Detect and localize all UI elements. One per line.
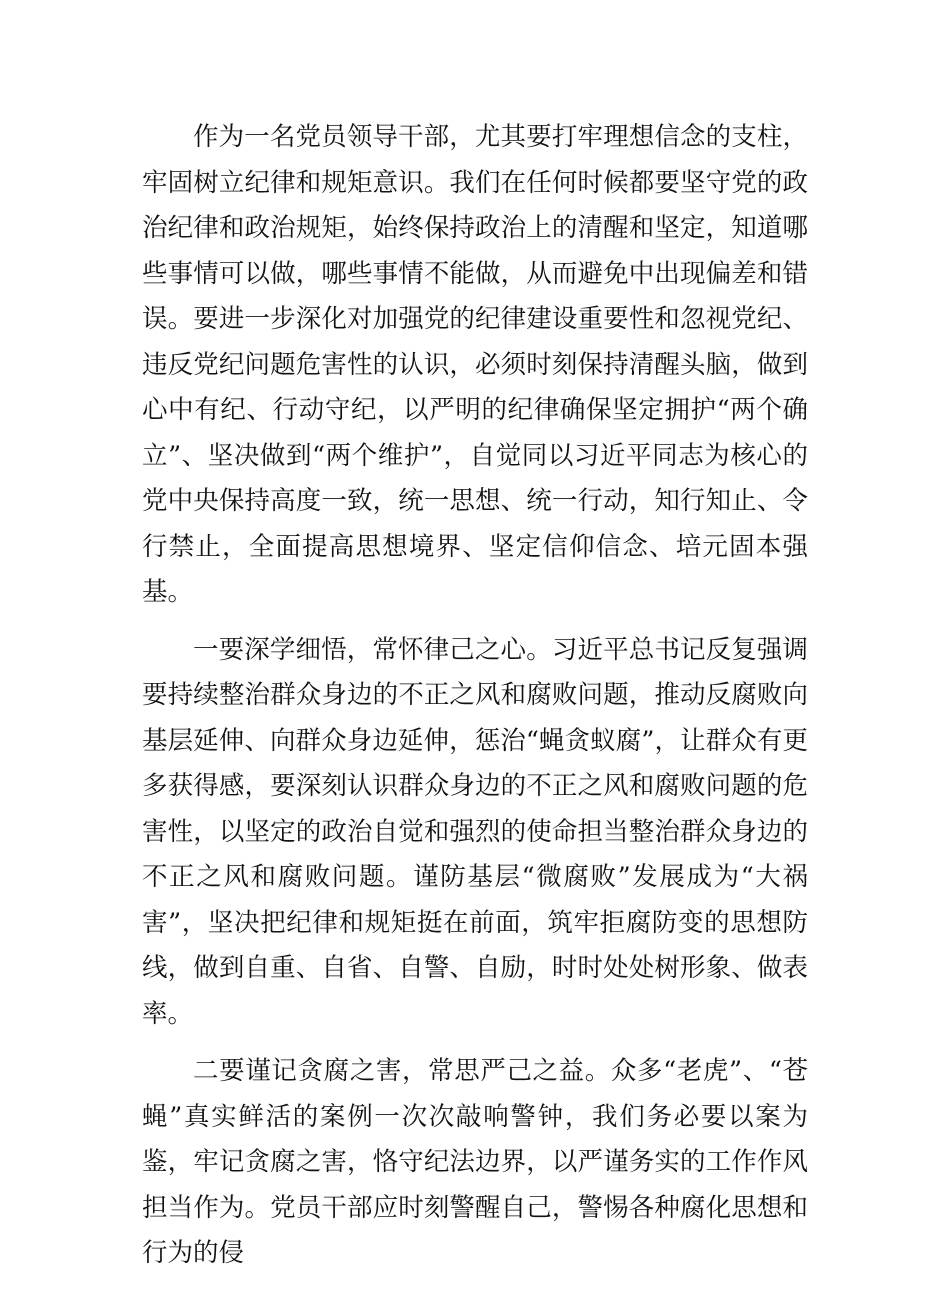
paragraph-2: 一要深学细悟，常怀律己之心。习近平总书记反复强调要持续整治群众身边的不正之风和腐败问题，推动反腐败向基层延伸、向群众身边延伸，惩治“蝇贪蚁腐”，让群众有更多获得感，要深刻认识群众身边的不正之风和腐败问题的危害性，以坚定的政治自觉和强烈的使命担当整治群众身边的不正之风和腐败问题。谨防基层“微腐败”发展成为“大祸害”，坚决把纪律和规矩挺在前面，筑牢拒腐防变的思想防线，做到自重、自省、自警、自励，时时处处树形象、做表率。 — [142, 634, 808, 1029]
document-body — [142, 115, 808, 1289]
paragraph-3: 二要谨记贪腐之害，常思严己之益。众多“老虎”、“苍蝇”真实鲜活的案例一次次敲响警钟，我们务必要以案为鉴，牢记贪腐之害，恪守纪法边界，以严谨务实的工作作风担当作为。党员干部应时刻警醒自己，警惕各种腐化思想和行为的侵 — [142, 1056, 808, 1268]
paragraph-1: 作为一名党员领导干部，尤其要打牢理想信念的支柱，牢固树立纪律和规矩意识。我们在任何时候都要坚守党的政治纪律和政治规矩，始终保持政治上的清醒和坚定，知道哪些事情可以做，哪些事情不能做，从而避免中出现偏差和错误。要进一步深化对加强党的纪律建设重要性和忽视党纪、违反党纪问题危害性的认识，必须时刻保持清醒头脑，做到心中有纪、行动守纪，以严明的纪律确保坚定拥护“两个确立”、坚决做到“两个维护”，自觉同以习近平同志为核心的党中央保持高度一致，统一思想、统一行动，知行知止、令行禁止，全面提高思想境界、坚定信仰信念、培元固本强基。 — [142, 122, 808, 607]
